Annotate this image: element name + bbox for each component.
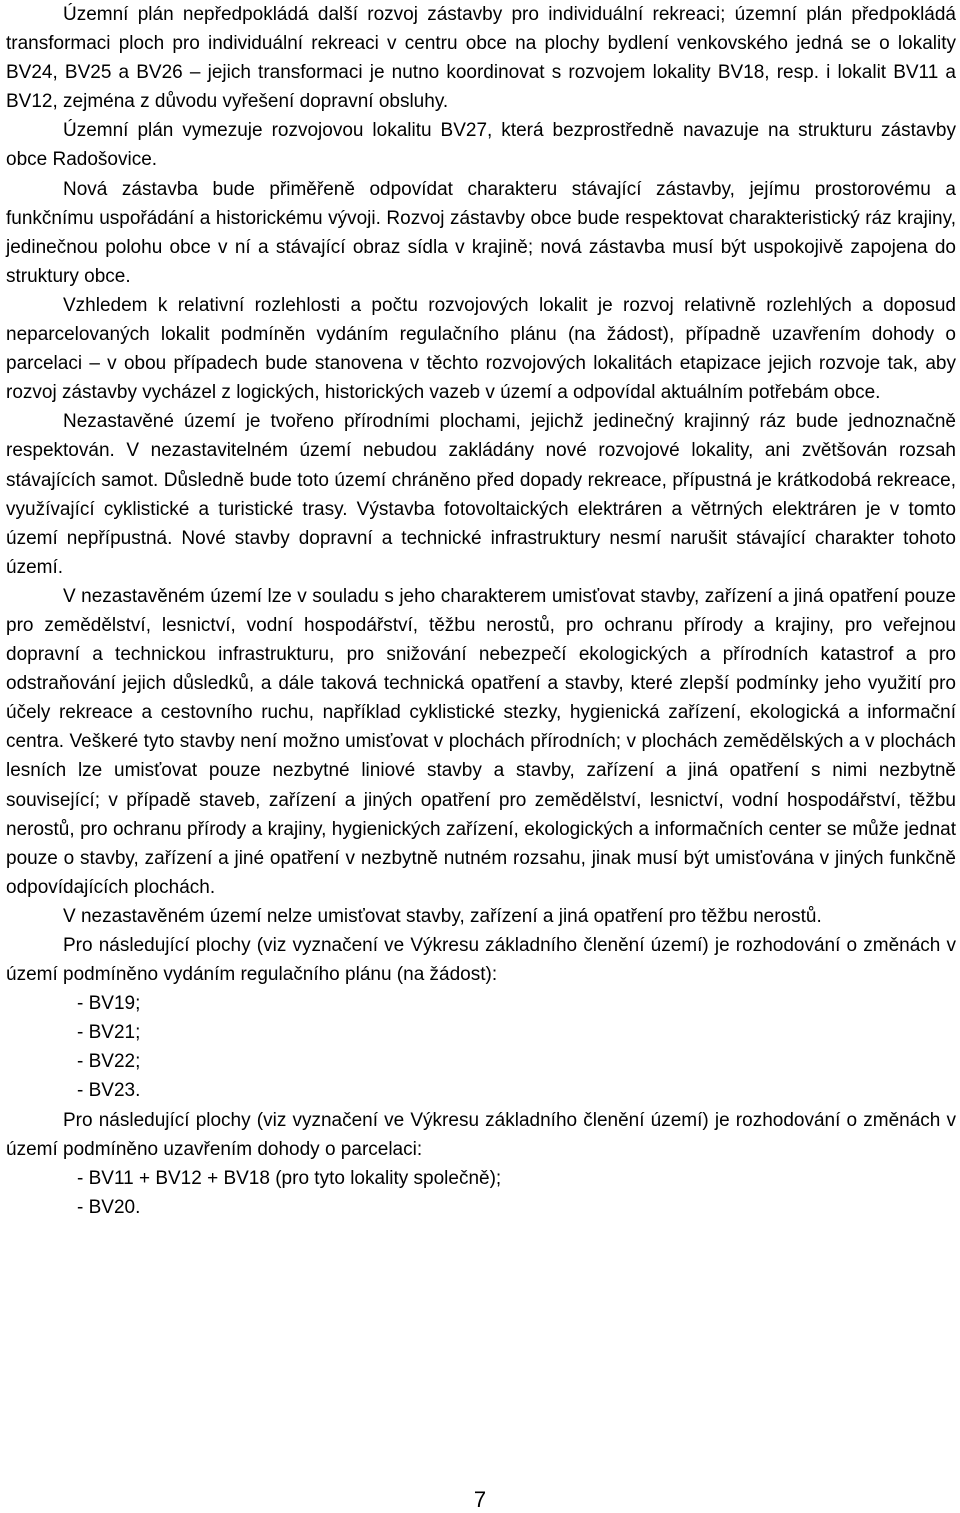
list-item: - BV22; — [77, 1051, 141, 1073]
paragraph-parcelace-areas: Pro následující plochy (viz vyznačení ve Výkresu základního členění území) je rozhodování o změnách v území podmíněno uzavřením dohody o parcelaci: — [6, 1109, 956, 1160]
paragraph-regulation-plan: Vzhledem k relativní rozlehlosti a počtu rozvojových lokalit je rozvoj relativně rozlehlých a doposud neparcelovaných lokalit podmíněn vydáním regulačního plánu (na žádost), případně uzavřením dohody o parcelaci – v obou případech bude stanovena v těchto rozvojových lokalitách etapizace jejich rozvoje tak, aby rozvoj zástavby vycházel z logických, historických vazeb v území a odpovídal aktuálním potřebám obce. — [6, 294, 956, 404]
paragraph-undeveloped-area: Nezastavěné území je tvořeno přírodními plochami, jejichž jedinečný krajinný ráz bude jednoznačně respektován. V nezastavitelném území nebudou zakládány nové rozvojové lokality, ani zvětšován rozsah stávajících samot. Důsledně bude toto území chráněno před dopady rekreace, přípustná je krátkodobá rekreace, využívající cyklistické a turistické trasy. Výstavba fotovoltaických elektráren a větrných elektráren je v tomto území nepřípustná. Nové stavby dopravní a technické infrastruktury nesmí narušit stávající charakter tohoto území. — [6, 411, 956, 578]
document-page — [6, 0, 956, 1222]
paragraph-bv27: Územní plán vymezuje rozvojovou lokalitu BV27, která bezprostředně navazuje na strukturu zástavby obce Radošovice. — [6, 120, 956, 171]
list-item: - BV21; — [77, 1022, 141, 1044]
paragraph-permitted-structures: V nezastavěném území lze v souladu s jeho charakterem umisťovat stavby, zařízení a jiná opatření pouze pro zemědělství, lesnictví, vodní hospodářství, těžbu nerostů, pro ochranu přírody a krajiny, pro veřejnou dopravní a technickou infrastrukturu, pro snižování nebezpečí ekologických a přírodních katastrof a pro odstraňování jejich důsledků, a dále taková technická opatření a stavby, které zlepší podmínky jeho využití pro účely rekreace a cestovního ruchu, například cyklistické stezky, hygienická zařízení, ekologická a informační centra. Veškeré tyto stavby není možno umisťovat v plochách přírodních; v plochách zemědělských a v plochách lesních lze umisťovat pouze nezbytné liniové stavby a stavby, zařízení a jiná opatření s nimi nezbytně související; v případě staveb, zařízení a jiných opatření pro zemědělství, lesnictví, vodní hospodářství, těžbu nerostů, pro ochranu přírody a krajiny, hygienických zařízení, ekologických a informačních center se může jednat pouze o stavby, zařízení a jiné opatření v nezbytně nutném rozsahu, jinak musí být umisťována v jiných funkčně odpovídajících plochách. — [6, 585, 956, 898]
list-parcelace — [6, 1164, 956, 1222]
paragraph-individual-recreation: Územní plán nepředpokládá další rozvoj zástavby pro individuální rekreaci; územní plán předpokládá transformaci ploch pro individuální rekreaci v centru obce na plochy bydlení venkovského jedná se o lokality BV24, BV25 a BV26 – jejich transformaci je nutno koordinovat s rozvojem lokality BV18, resp. i lokalit BV11 a BV12, zejména z důvodu vyřešení dopravní obsluhy. — [6, 4, 956, 113]
paragraph-regulacni-plan-areas: Pro následující plochy (viz vyznačení ve Výkresu základního členění území) je rozhodování o změnách v území podmíněno vydáním regulačního plánu (na žádost): — [6, 935, 956, 986]
paragraph-mining-prohibited: V nezastavěném území nelze umisťovat stavby, zařízení a jiná opatření pro těžbu nerostů. — [63, 905, 822, 927]
list-item: - BV19; — [77, 993, 141, 1015]
paragraph-new-development: Nová zástavba bude přiměřeně odpovídat charakteru stávající zástavby, jejímu prostorovému a funkčnímu uspořádání a historickému vývoji. Rozvoj zástavby obce bude respektovat charakteristický ráz krajiny, jedinečnou polohu obce v ní a stávající obraz sídla v krajině; nová zástavba musí být uspokojivě zapojena do struktury obce. — [6, 178, 956, 287]
list-item: - BV11 + BV12 + BV18 (pro tyto lokality společně); — [77, 1167, 502, 1189]
list-item: - BV20. — [77, 1196, 141, 1218]
list-regulacni-plan — [6, 989, 956, 1105]
list-item: - BV23. — [77, 1080, 141, 1102]
page-number: 7 — [473, 1487, 487, 1512]
